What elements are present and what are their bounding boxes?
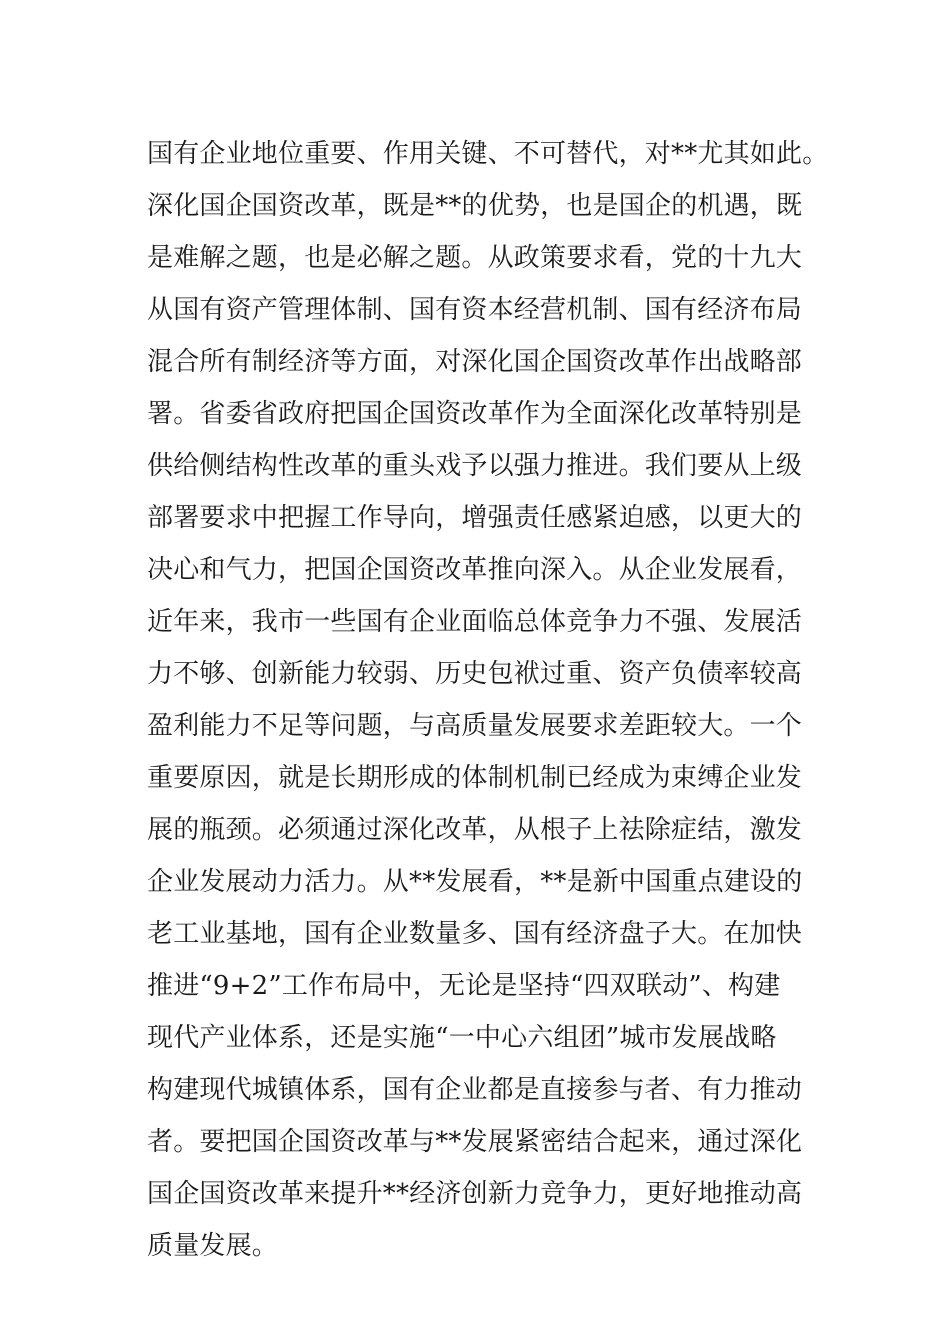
text-line: 供给侧结构性改革的重头戏予以强力推进。我们要从上级 [147, 451, 803, 481]
text-line: 决心和气力，把国企国资改革推向深入。从企业发展看， [147, 555, 803, 585]
text-line: 质量发展。 [147, 1231, 279, 1261]
text-line: 构建现代城镇体系，国有企业都是直接参与者、有力推动 [147, 1075, 803, 1105]
text-line: 老工业基地，国有企业数量多、国有经济盘子大。在加快 [147, 919, 803, 949]
text-line: 者。要把国企国资改革与**发展紧密结合起来，通过深化 [147, 1127, 803, 1157]
text-line: 近年来，我市一些国有企业面临总体竞争力不强、发展活 [147, 607, 803, 637]
text-line: 部署要求中把握工作导向，增强责任感紧迫感，以更大的 [147, 503, 803, 533]
text-line: 国企国资改革来提升**经济创新力竞争力，更好地推动高 [147, 1179, 803, 1209]
text-line: 国有企业地位重要、作用关键、不可替代，对**尤其如此。 [147, 139, 829, 169]
text-line: 盈利能力不足等问题，与高质量发展要求差距较大。一个 [147, 711, 803, 741]
text-line: 从国有资产管理体制、国有资本经营机制、国有经济布局 [147, 295, 803, 325]
text-line: 力不够、创新能力较弱、历史包袱过重、资产负债率较高 [147, 659, 803, 689]
text-line: 重要原因，就是长期形成的体制机制已经成为束缚企业发 [147, 763, 803, 793]
text-line: 展的瓶颈。必须通过深化改革，从根子上祛除症结，激发 [147, 815, 803, 845]
text-line: 推进“9+2”工作布局中，无论是坚持“四双联动”、构建 [147, 971, 781, 1001]
body-paragraph [147, 128, 867, 1272]
text-line: 深化国企国资改革，既是**的优势，也是国企的机遇，既 [147, 191, 803, 221]
text-line: 混合所有制经济等方面，对深化国企国资改革作出战略部 [147, 347, 803, 377]
text-line: 企业发展动力活力。从**发展看，**是新中国重点建设的 [147, 867, 803, 897]
text-line: 署。省委省政府把国企国资改革作为全面深化改革特别是 [147, 399, 803, 429]
text-line: 现代产业体系，还是实施“一中心六组团”城市发展战略 [147, 1023, 777, 1053]
text-line: 是难解之题，也是必解之题。从政策要求看，党的十九大 [147, 243, 803, 273]
